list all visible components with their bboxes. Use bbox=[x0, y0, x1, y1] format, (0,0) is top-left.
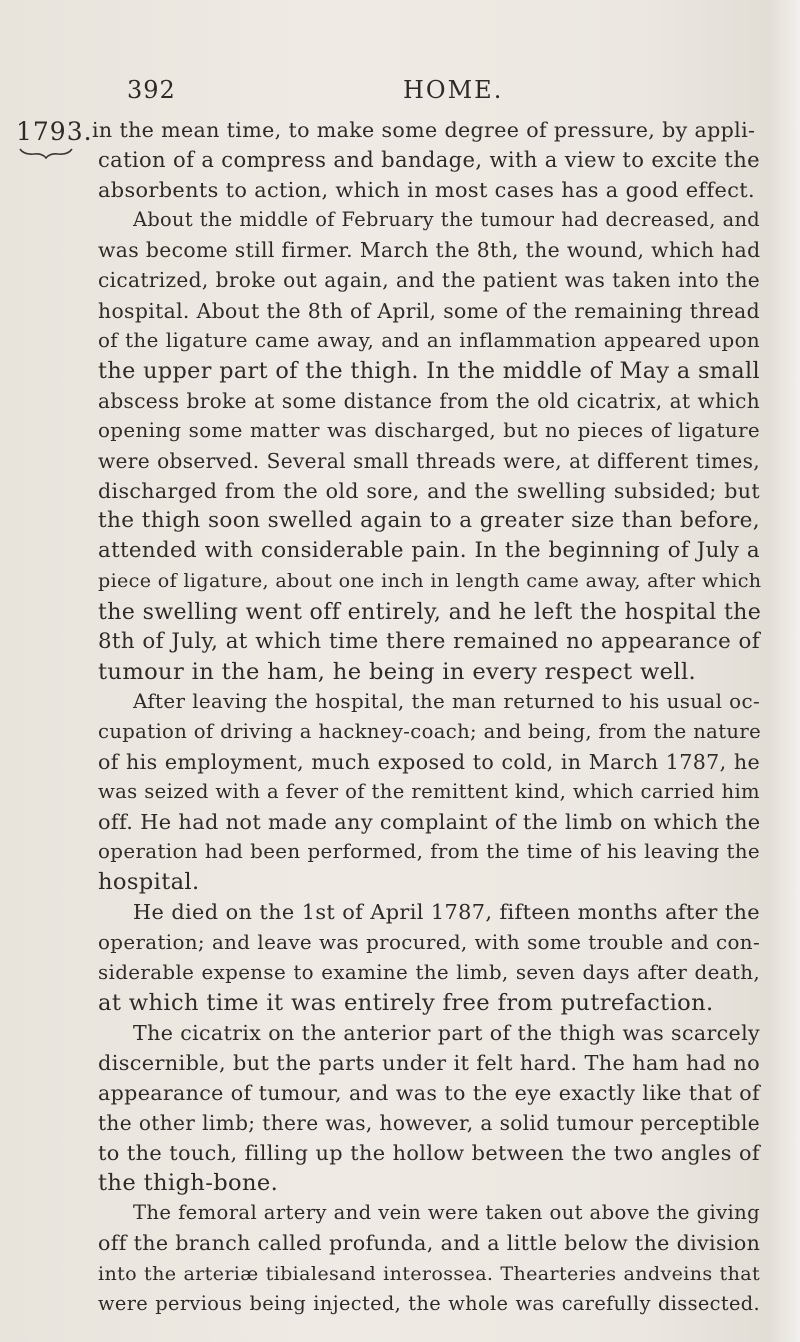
page-number: 392 bbox=[127, 76, 176, 104]
text-line: hospital. About the 8th of April, some of the remaining thread bbox=[98, 298, 760, 323]
text-line: hospital. bbox=[98, 869, 200, 896]
text-line: discharged from the old sore, and the swelling subsided; but bbox=[98, 479, 760, 504]
text-line: appearance of tumour, and was to the eye exactly like that of bbox=[98, 1081, 760, 1105]
text-line: discernible, but the parts under it felt hard. The ham had no bbox=[98, 1050, 760, 1075]
text-line: were pervious being injected, the whole was carefully dissected. bbox=[98, 1291, 760, 1315]
text-line: The femoral artery and vein were taken out above the giving bbox=[133, 1201, 760, 1225]
text-line: the swelling went off entirely, and he left the hospital the bbox=[98, 598, 762, 625]
text-line: was seized with a fever of the remittent kind, which carried him bbox=[98, 780, 760, 804]
text-line: absorbents to action, which in most cases has a good effect. bbox=[98, 178, 755, 203]
text-line: in the mean time, to make some degree of pressure, by appli- bbox=[92, 118, 756, 142]
text-line: piece of ligature, about one inch in length came away, after which bbox=[98, 569, 762, 593]
text-line: attended with considerable pain. In the beginning of July a bbox=[98, 538, 760, 564]
text-line: The cicatrix on the anterior part of the thigh was scarcely bbox=[133, 1020, 760, 1045]
text-line: abscess broke at some distance from the old cicatrix, at which bbox=[98, 388, 760, 413]
text-line: After leaving the hospital, the man returned to his usual oc- bbox=[133, 689, 760, 713]
margin-year: 1793. bbox=[16, 117, 93, 146]
text-line: at which time it was entirely free from putrefaction. bbox=[98, 989, 714, 1016]
text-line: into the arteriæ tibialesand interossea. Thearteries andveins that bbox=[98, 1261, 760, 1285]
text-line: operation had been performed, from the time of his leaving the bbox=[98, 840, 760, 864]
text-line: opening some matter was discharged, but no pieces of ligature bbox=[98, 418, 760, 442]
page-header bbox=[0, 74, 800, 114]
text-line: were observed. Several small threads were, at different times, bbox=[98, 449, 760, 474]
text-line: cation of a compress and bandage, with a view to excite the bbox=[98, 147, 760, 173]
text-line: off the branch called profunda, and a little below the division bbox=[98, 1231, 761, 1256]
text-line: of his employment, much exposed to cold, in March 1787, he bbox=[98, 749, 760, 774]
text-line: the thigh-bone. bbox=[98, 1170, 279, 1197]
text-line: tumour in the ham, he being in every respect well. bbox=[98, 658, 697, 685]
text-line: 8th of July, at which time there remained no appearance of bbox=[98, 628, 760, 654]
text-line: the upper part of the thigh. In the middle of May a small bbox=[98, 357, 760, 384]
text-line: the thigh soon swelled again to a greater size than before, bbox=[98, 508, 760, 534]
text-line: cicatrized, broke out again, and the patient was taken into the bbox=[98, 268, 760, 293]
text-line: operation; and leave was procured, with some trouble and con- bbox=[98, 930, 760, 954]
running-head: HOME. bbox=[403, 76, 504, 104]
body-text bbox=[92, 115, 762, 1319]
text-line: of the ligature came away, and an inflammation appeared upon bbox=[98, 328, 760, 352]
text-line: off. He had not made any complaint of the limb on which the bbox=[98, 810, 761, 835]
text-line: siderable expense to examine the limb, seven days after death, bbox=[98, 960, 760, 984]
text-line: was become still firmer. March the 8th, the wound, which had bbox=[98, 238, 761, 263]
text-line: to the touch, filling up the hollow between the two angles of bbox=[98, 1141, 760, 1166]
text-line: About the middle of February the tumour had decreased, and bbox=[133, 208, 760, 232]
text-line: He died on the 1st of April 1787, fifteen months after the bbox=[133, 900, 760, 925]
margin-brace-mark bbox=[18, 146, 78, 160]
text-line: the other limb; there was, however, a solid tumour perceptible bbox=[98, 1111, 760, 1136]
text-line: cupation of driving a hackney-coach; and being, from the nature bbox=[98, 719, 762, 743]
